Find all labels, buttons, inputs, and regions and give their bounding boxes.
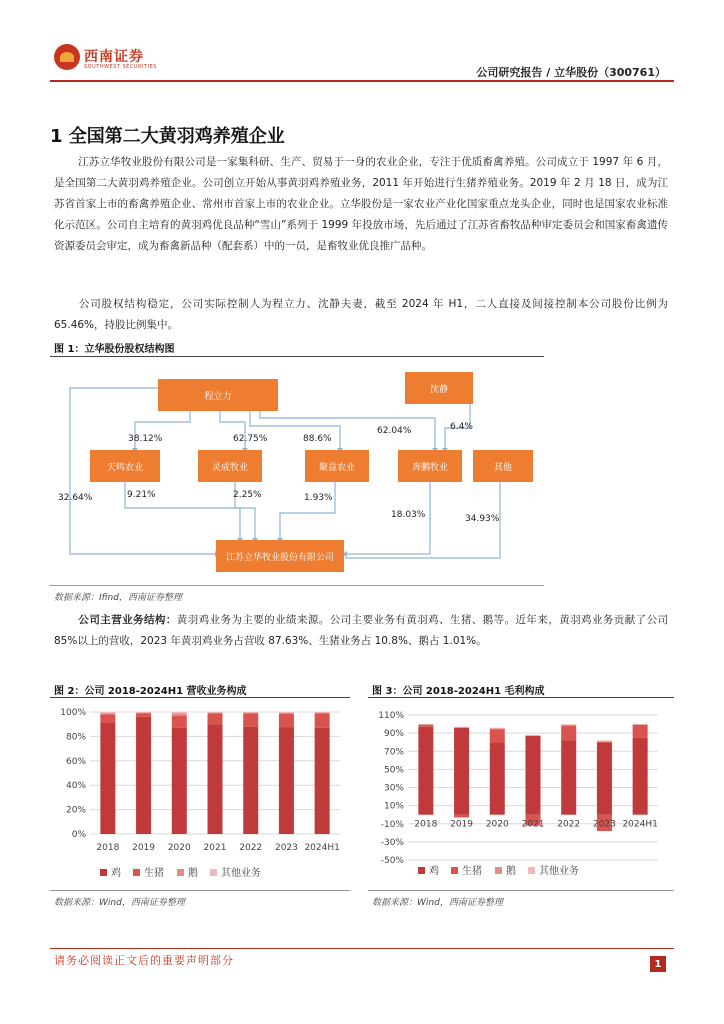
bar-2018-鸡	[100, 723, 115, 834]
bar-2023-鸡	[279, 727, 294, 834]
legend-label: 鸡	[429, 866, 439, 877]
logo-sun-icon	[60, 52, 74, 62]
bar-2022-生猪	[561, 726, 576, 741]
bar-2023-其他业务	[279, 712, 294, 713]
pct-qipeng-company: 18.03%	[391, 510, 426, 520]
bar-2020-其他业务	[172, 712, 187, 713]
bar-2019-鸡	[454, 728, 469, 815]
legend-label: 生猪	[144, 868, 164, 879]
x-tick-label: 2019	[450, 819, 474, 830]
bar-2018-鸡	[418, 727, 433, 815]
legend-label: 鸡	[111, 868, 121, 879]
bar-2024H1-生猪	[315, 713, 330, 728]
legend-swatch	[528, 867, 535, 874]
legend-swatch	[210, 869, 217, 876]
bar-2022-其他业务	[561, 724, 576, 725]
bar-2020-鹅	[172, 713, 187, 715]
x-tick-label: 2018	[96, 843, 120, 853]
y-tick-label: 20%	[65, 805, 86, 816]
pct-cheng-lingcheng: 62.75%	[233, 434, 268, 444]
y-tick-label: 10%	[383, 801, 404, 812]
bar-2019-其他业务	[136, 712, 151, 713]
x-tick-label: 2024H1	[304, 843, 340, 853]
bar-2023-鹅	[279, 713, 294, 714]
bar-2021-生猪	[208, 713, 223, 724]
y-tick-label: 90%	[383, 729, 404, 740]
bar-2020-鸡	[490, 742, 505, 815]
bar-2020-生猪	[490, 730, 505, 743]
pct-cheng-tianming: 38.12%	[128, 434, 163, 444]
bar-2018-生猪	[100, 714, 115, 723]
footer-divider	[50, 948, 674, 949]
bar-2022-鹅	[561, 725, 576, 726]
x-tick-label: 2021	[521, 819, 545, 830]
figure2-bottom-rule	[50, 890, 350, 891]
pct-juyi-company: 1.93%	[304, 493, 333, 503]
logo-text: 西南证券	[84, 49, 144, 65]
x-tick-label: 2022	[557, 819, 581, 830]
legend-label: 其他业务	[539, 866, 579, 877]
node-lingcheng: 灵成牧业	[198, 450, 262, 482]
y-tick-label: 70%	[383, 747, 404, 758]
bar-2021-鸡	[208, 724, 223, 834]
pct-lingcheng-company: 2.25%	[233, 490, 262, 500]
figure1-source: 数据来源：Ifind，西南证券整理	[54, 593, 182, 603]
x-tick-label: 2023	[274, 843, 298, 853]
node-tianming: 天鸣农业	[90, 450, 160, 482]
figure2-top-rule	[50, 697, 350, 698]
legend-swatch	[418, 867, 425, 874]
legend-label: 鹅	[188, 868, 198, 879]
x-tick-label: 2020	[485, 819, 509, 830]
pct-cheng-juyi: 88.6%	[303, 434, 332, 444]
report-label: 公司研究报告 / 立华股份（300761）	[476, 66, 666, 79]
bar-2018-其他业务	[100, 712, 115, 713]
bar-2022-其他业务	[243, 712, 258, 713]
footer-notice: 请务必阅读正文后的重要声明部分	[54, 954, 234, 967]
bar-2023-鸡	[597, 742, 612, 815]
bar-2023-其他业务	[597, 740, 612, 741]
bar-2020-生猪	[172, 716, 187, 728]
legend-swatch	[495, 867, 502, 874]
gross-profit-composition-chart	[368, 700, 674, 886]
bar-2022-鹅	[243, 713, 258, 714]
edge-tianming-company	[125, 480, 240, 540]
figure3-bottom-rule	[368, 890, 674, 891]
legend-swatch	[451, 867, 458, 874]
bar-2020-其他业务	[490, 728, 505, 729]
bar-2020-鸡	[172, 728, 187, 834]
y-tick-label: 40%	[65, 781, 86, 792]
bar-2022-生猪	[243, 713, 258, 726]
bar-2023-鹅	[597, 741, 612, 742]
bar-2019-生猪	[454, 815, 469, 818]
pct-other-company: 34.93%	[465, 514, 500, 524]
bar-2021-鸡	[526, 736, 541, 815]
y-tick-label: 110%	[378, 711, 404, 721]
legend-label: 生猪	[462, 866, 482, 877]
pct-tianming-company: 9.21%	[127, 490, 156, 500]
edge-lingcheng-company	[235, 480, 255, 540]
pct-cheng-company: 32.64%	[58, 493, 93, 503]
y-tick-label: -30%	[380, 837, 404, 848]
node-shen: 沈静	[405, 372, 473, 404]
equity-paragraph: 公司股权结构稳定，公司实际控制人为程立力、沈静夫妻，截至 2024 年 H1，二人直接及间接控制本公司股份比例为 65.46%，持股比例集中。	[54, 298, 668, 331]
header-divider	[50, 80, 674, 82]
bar-2022-鸡	[561, 740, 576, 814]
y-tick-label: -50%	[380, 856, 404, 866]
bar-2019-鹅	[136, 713, 151, 714]
bar-2020-鹅	[490, 729, 505, 730]
figure3-title: 图 3：公司 2018-2024H1 毛利构成	[372, 686, 545, 697]
x-tick-label: 2020	[167, 843, 191, 853]
bar-2024H1-其他业务	[315, 712, 330, 713]
bar-2021-其他业务	[208, 712, 223, 713]
pct-cheng-qipeng: 62.04%	[377, 426, 412, 436]
x-tick-label: 2022	[239, 843, 263, 853]
bar-2019-生猪	[136, 713, 151, 717]
node-juyi: 聚益农业	[305, 450, 369, 482]
pct-shen-qipeng: 6.4%	[450, 422, 473, 432]
bar-2024H1-鸡	[633, 738, 648, 815]
bar-2022-鸡	[243, 727, 258, 834]
revenue-composition-chart	[50, 700, 350, 886]
x-tick-label: 2023	[592, 819, 616, 830]
figure1-bottom-rule	[50, 585, 544, 586]
figure2-title: 图 2：公司 2018-2024H1 营收业务构成	[54, 686, 247, 697]
bar-2024H1-鹅	[315, 713, 330, 714]
bar-2018-生猪	[418, 725, 433, 727]
node-company: 江苏立华牧业股份有限公司	[216, 540, 344, 572]
page-number: 1	[650, 956, 666, 972]
edge-juyi-company	[280, 480, 335, 540]
x-tick-label: 2021	[203, 843, 227, 853]
legend-label: 鹅	[506, 866, 516, 877]
node-other: 其他	[473, 450, 533, 482]
y-tick-label: 50%	[383, 765, 404, 776]
y-tick-label: 30%	[383, 783, 404, 794]
x-tick-label: 2019	[132, 843, 156, 853]
figure3-source: 数据来源：Wind，西南证券整理	[372, 898, 503, 908]
bar-2023-生猪	[279, 714, 294, 727]
node-cheng: 程立力	[158, 379, 278, 411]
bar-2021-鹅	[208, 713, 223, 714]
logo-subtext: SOUTHWEST SECURITIES	[84, 64, 157, 70]
figure2-source: 数据来源：Wind，西南证券整理	[54, 898, 185, 908]
business-paragraph: 公司主营业务结构：黄羽鸡业务为主要的业绩来源。公司主要业务有黄羽鸡、生猪、鹅等。近年来，黄羽鸡业务贡献了公司 85%以上的营收，2023 年黄羽鸡业务占营收 87.63%、生猪业务占 10.8%、鹅占 1.01%。	[54, 614, 669, 647]
figure1-top-rule	[50, 356, 544, 357]
figure3-top-rule	[368, 697, 674, 698]
legend-label: 其他业务	[221, 868, 261, 879]
bar-2024H1-生猪	[633, 725, 648, 738]
node-qipeng: 奔鹏牧业	[398, 450, 462, 482]
section-title: 1 全国第二大黄羽鸡养殖企业	[50, 126, 285, 147]
bar-2019-鸡	[136, 717, 151, 834]
y-tick-label: 60%	[65, 756, 86, 767]
figure1-title: 图 1：立华股份股权结构图	[54, 344, 175, 355]
y-tick-label: 0%	[71, 830, 86, 840]
y-tick-label: 80%	[65, 732, 86, 743]
y-tick-label: 100%	[60, 708, 86, 718]
legend-swatch	[177, 869, 184, 876]
x-tick-label: 2018	[414, 819, 438, 830]
y-tick-label: -10%	[380, 819, 404, 830]
x-tick-label: 2024H1	[622, 819, 658, 830]
bar-2018-鹅	[100, 713, 115, 714]
legend-swatch	[133, 869, 140, 876]
bar-2024H1-鸡	[315, 728, 330, 834]
legend-swatch	[100, 869, 107, 876]
intro-paragraph: 江苏立华牧业股份有限公司是一家集科研、生产、贸易于一身的农业企业，专注于优质畜禽养殖。公司成立于 1997 年 6 月，是全国第二大黄羽鸡养殖企业。公司创立开始从事黄羽鸡养殖业务，2011 年开始进行生猪养殖业务。2019 年 2 月 18 日，成为江苏省首家上市的畜禽养殖企业、常州市首家上市的农业企业。立华股份是一家农业产业化国家重点龙头企业，同时也是国家农业标准化示范区。公司自主培育的黄羽鸡优良品种“雪山”系列于 1999 年投放市场，先后通过了江苏省畜牧品种审定委员会和国家畜禽遗传资源委员会审定，成为畜禽新品种（配套系）中的一员，是畜牧业优良推广品种。	[54, 156, 668, 252]
